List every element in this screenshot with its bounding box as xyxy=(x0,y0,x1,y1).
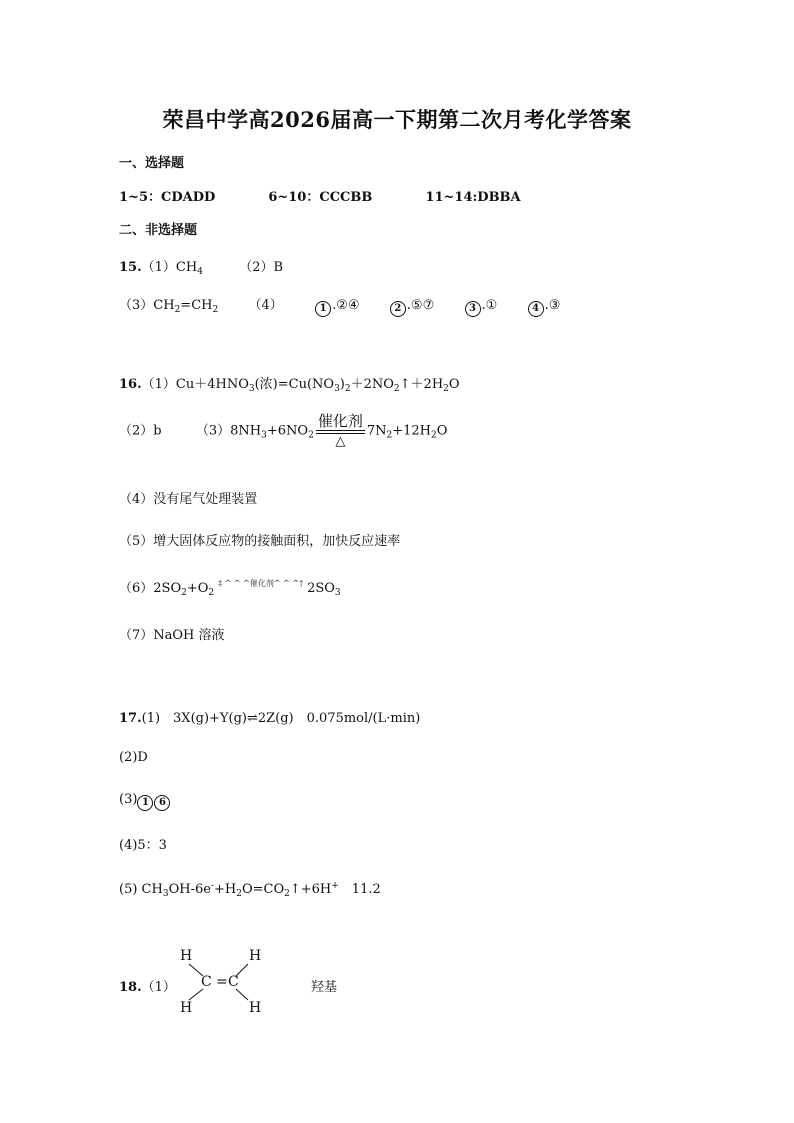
circled-number-1: 1 xyxy=(315,301,331,317)
atom-c-right: C xyxy=(228,974,239,990)
atom-h-top-left: H xyxy=(180,948,193,964)
double-bond: = xyxy=(216,974,228,990)
answers-11-14: 11~14:DBBA xyxy=(425,190,521,205)
q15-line2: $(3)CH_2=CH_2$ （4） 1 .②④ 2 .⑤⑦ 3 .① 4 .③ xyxy=(119,298,561,315)
section-nonchoice-heading: 二、非选择题 xyxy=(119,223,198,238)
circled-number-4: 4 xyxy=(528,301,544,317)
q15-line1: $15.(1)CH_4$ （2）B xyxy=(119,260,284,277)
answers-1-5: 1~5：CDADD xyxy=(119,190,216,205)
circled-number-2: 2 xyxy=(390,301,406,317)
circled-number-3: 3 xyxy=(465,301,481,317)
ethylene-structural-formula xyxy=(176,948,266,1018)
q17-line2: (2)D xyxy=(119,750,148,765)
circled-number-6: 6 xyxy=(154,795,170,811)
answers-6-10: 6~10：CCCBB xyxy=(268,190,373,205)
section-choice-heading: 一、选择题 xyxy=(119,156,185,171)
q17-line1: 17.(1) 3X(g)+Y(g)⇌2Z(g) 0.075mol/(L·min) xyxy=(119,711,421,726)
q17-line3: (3) 1 6 xyxy=(119,792,171,811)
q16-line6: $(6)2SO_2+O_2\ddagger$ ^ ^ ^催化剂^ ^ ^† $2SO_3$ xyxy=(119,579,341,598)
q18-number: 18. xyxy=(119,980,142,995)
q16-line7: （7）NaOH 溶液 xyxy=(119,628,225,643)
q16-line2: （2）b $(3)8NH_3+6NO_2$ $\frac{\text{催化剂}}{\triangle}$ $7N_2+12H_2O$ xyxy=(119,412,448,449)
q16-number: 16. xyxy=(119,377,142,392)
q17-line4: (4)5：3 xyxy=(119,838,167,853)
atom-h-bottom-right: H xyxy=(249,1000,262,1016)
q18-line1: 18.（1） xyxy=(119,980,176,995)
q16-line5: （5）增大固体反应物的接触面积，加快反应速率 xyxy=(119,534,401,549)
q16-line4: （4）没有尾气处理装置 xyxy=(119,492,258,507)
q18-functional-group: 羟基 xyxy=(311,980,338,995)
q15-number: 15. xyxy=(119,260,142,275)
page-title: 荣昌中学高2026届高一下期第二次月考化学答案 xyxy=(162,107,632,132)
q16-line1: $16.(1)Cu+4HNO_3$(浓)$=Cu(NO_3)_2+2NO_2↑+2H_2O$ xyxy=(119,377,460,394)
garbled-reaction-arrow: ‡ ^ ^ ^催化剂^ ^ ^† xyxy=(218,579,304,588)
atom-h-bottom-left: H xyxy=(180,1000,193,1016)
q17-line5: (5) $CH_3OH-6e^-+H_2O=CO_2↑+6H^+$ 11.2 xyxy=(119,881,381,899)
reaction-condition xyxy=(316,412,365,450)
atom-c-left: C xyxy=(201,974,212,990)
choice-answers xyxy=(119,186,521,205)
circled-number-1: 1 xyxy=(137,795,153,811)
atom-h-top-right: H xyxy=(249,948,262,964)
q17-number: 17. xyxy=(119,711,142,726)
catalyst-label: 催化剂 xyxy=(317,412,363,430)
heat-symbol: △ xyxy=(335,434,346,449)
